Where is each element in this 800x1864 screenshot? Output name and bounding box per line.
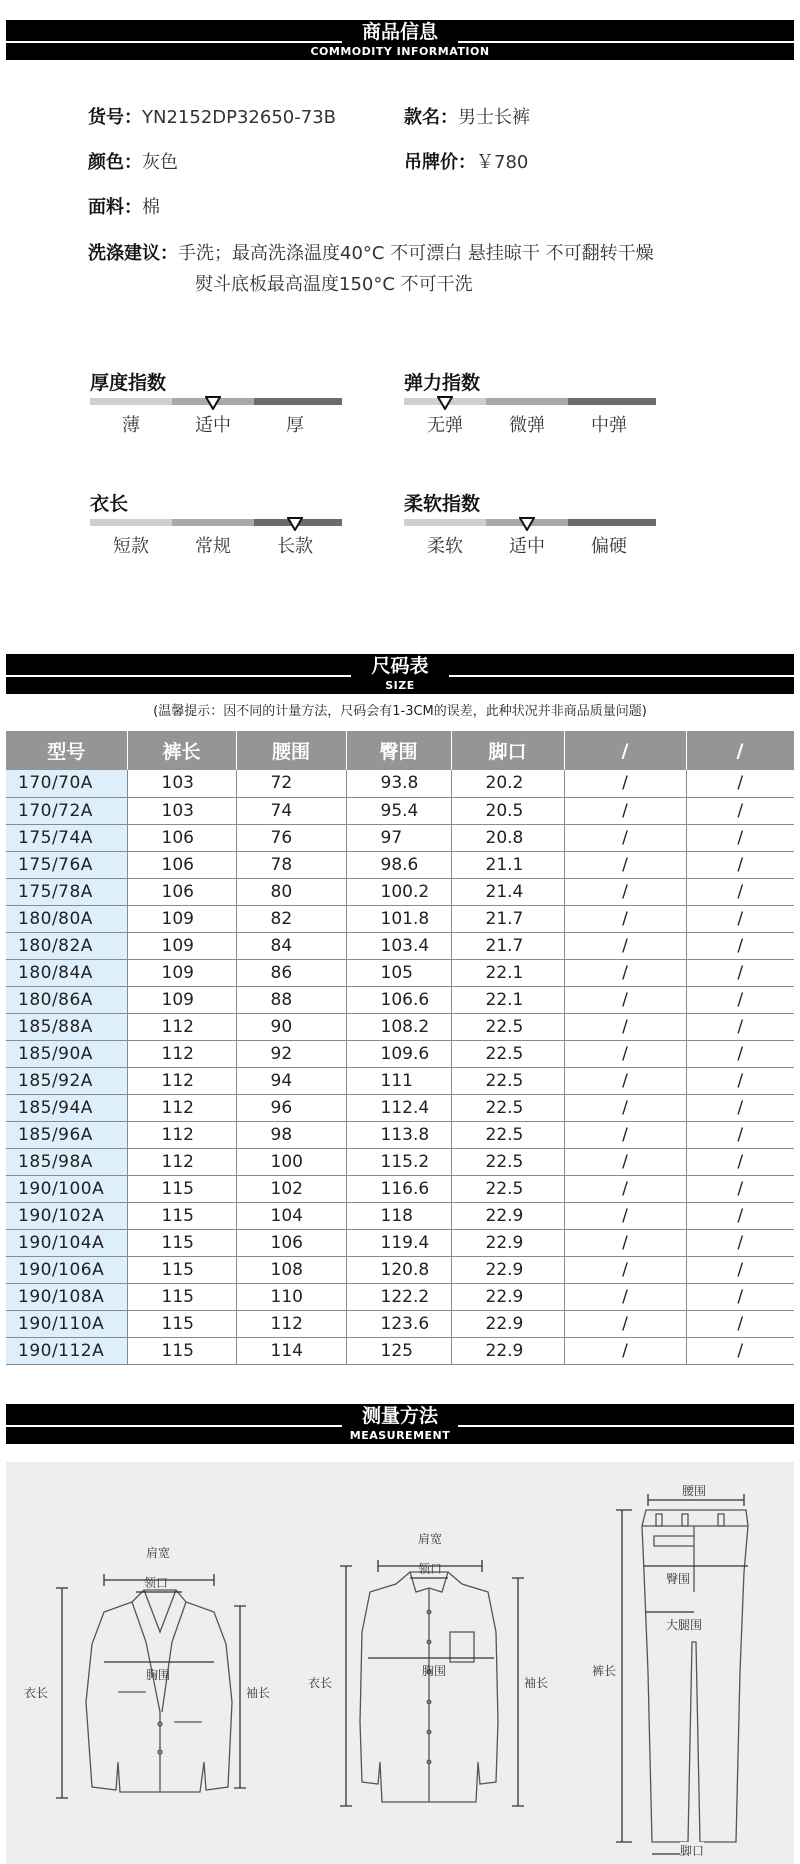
- cell-empty-1: /: [564, 959, 686, 986]
- cell-hip: 98.6: [346, 851, 451, 878]
- cell-hip: 125: [346, 1337, 451, 1364]
- cell-empty-1: /: [564, 1202, 686, 1229]
- cell-waist: 88: [236, 986, 346, 1013]
- cell-waist: 102: [236, 1175, 346, 1202]
- commodity-info-header: [6, 20, 794, 60]
- commodity-info-title: 商品信息: [361, 21, 438, 43]
- cell-waist: 112: [236, 1310, 346, 1337]
- cell-pants-length: 109: [127, 986, 236, 1013]
- cell-pants-length: 112: [127, 1013, 236, 1040]
- cell-hem: 22.9: [451, 1256, 564, 1283]
- cell-waist: 90: [236, 1013, 346, 1040]
- table-row: [6, 1094, 794, 1121]
- cell-pants-length: 112: [127, 1121, 236, 1148]
- cell-hip: 112.4: [346, 1094, 451, 1121]
- cell-empty-1: /: [564, 1229, 686, 1256]
- cell-pants-length: 112: [127, 1148, 236, 1175]
- cell-hem: 22.1: [451, 959, 564, 986]
- cell-empty-2: /: [686, 1175, 794, 1202]
- cell-hem: 22.5: [451, 1094, 564, 1121]
- cell-hip: 95.4: [346, 797, 451, 824]
- pants-length-label: 裤长: [592, 1664, 617, 1678]
- cell-pants-length: 103: [127, 770, 236, 797]
- cell-hem: 20.8: [451, 824, 564, 851]
- table-row: [6, 932, 794, 959]
- table-row: [6, 1067, 794, 1094]
- cell-pants-length: 106: [127, 851, 236, 878]
- jacket-illustration: [86, 1590, 232, 1792]
- thickness-option-thick: 厚: [286, 415, 304, 436]
- cell-model: 185/92A: [6, 1067, 127, 1094]
- cell-empty-2: /: [686, 1094, 794, 1121]
- cell-empty-2: /: [686, 1229, 794, 1256]
- cell-hem: 21.1: [451, 851, 564, 878]
- size-table-header-row: [6, 731, 794, 770]
- cell-model: 185/98A: [6, 1148, 127, 1175]
- header-empty-1: /: [564, 731, 686, 770]
- cell-hip: 100.2: [346, 878, 451, 905]
- cell-empty-2: /: [686, 797, 794, 824]
- table-row: [6, 824, 794, 851]
- cell-hem: 22.5: [451, 1148, 564, 1175]
- item-no-label: 货号：: [88, 107, 142, 128]
- elasticity-index: [404, 368, 656, 441]
- style-label: 款名：: [404, 107, 458, 128]
- cell-hip: 105: [346, 959, 451, 986]
- pants-hem-label: 脚口: [680, 1844, 705, 1858]
- cell-empty-2: /: [686, 1283, 794, 1310]
- pants-hip-label: 臀围: [666, 1572, 691, 1586]
- cell-hem: 20.5: [451, 797, 564, 824]
- cell-waist: 104: [236, 1202, 346, 1229]
- cell-hem: 22.9: [451, 1202, 564, 1229]
- cell-hip: 115.2: [346, 1148, 451, 1175]
- cell-hip: 108.2: [346, 1013, 451, 1040]
- cell-hem: 22.5: [451, 1175, 564, 1202]
- wash-line-1: 手洗；最高洗涤温度40°C 不可漂白 悬挂晾干 不可翻转干燥: [178, 243, 654, 264]
- elasticity-option-none: 无弹: [427, 415, 463, 436]
- cell-pants-length: 115: [127, 1229, 236, 1256]
- header-empty-2: /: [686, 731, 794, 770]
- color-value: 灰色: [142, 152, 178, 173]
- cell-hem: 21.4: [451, 878, 564, 905]
- price-value: ￥780: [476, 152, 529, 173]
- cell-model: 190/100A: [6, 1175, 127, 1202]
- cell-hem: 22.9: [451, 1310, 564, 1337]
- jacket-chest-label: 胸围: [146, 1668, 171, 1682]
- cell-empty-2: /: [686, 1337, 794, 1364]
- cell-empty-2: /: [686, 1121, 794, 1148]
- wash-line-2: 熨斗底板最高温度150°C 不可干洗: [195, 274, 473, 295]
- measurement-subtitle: MEASUREMENT: [349, 1429, 451, 1442]
- cell-empty-1: /: [564, 905, 686, 932]
- cell-waist: 110: [236, 1283, 346, 1310]
- thickness-option-medium: 适中: [195, 415, 231, 436]
- table-row: [6, 770, 794, 797]
- softness-index-track: [404, 519, 656, 526]
- thickness-index-label: 厚度指数: [90, 372, 167, 394]
- cell-empty-1: /: [564, 932, 686, 959]
- cell-model: 190/104A: [6, 1229, 127, 1256]
- cell-hem: 22.9: [451, 1229, 564, 1256]
- table-row: [6, 1256, 794, 1283]
- cell-waist: 74: [236, 797, 346, 824]
- cell-empty-1: /: [564, 851, 686, 878]
- cell-empty-2: /: [686, 878, 794, 905]
- cell-pants-length: 115: [127, 1310, 236, 1337]
- jacket-collar-label: 领口: [144, 1576, 169, 1590]
- cell-waist: 76: [236, 824, 346, 851]
- cell-hip: 111: [346, 1067, 451, 1094]
- cell-pants-length: 103: [127, 797, 236, 824]
- style-value: 男士长裤: [458, 107, 530, 128]
- cell-model: 180/84A: [6, 959, 127, 986]
- measurement-header: [6, 1404, 794, 1444]
- cell-hip: 120.8: [346, 1256, 451, 1283]
- cell-empty-1: /: [564, 824, 686, 851]
- cell-empty-2: /: [686, 824, 794, 851]
- cell-empty-1: /: [564, 1040, 686, 1067]
- cell-model: 190/108A: [6, 1283, 127, 1310]
- cell-empty-2: /: [686, 1310, 794, 1337]
- price-label: 吊牌价：: [404, 152, 476, 173]
- cell-pants-length: 112: [127, 1094, 236, 1121]
- pants-waist-label: 腰围: [682, 1484, 707, 1498]
- price-row: [404, 148, 528, 174]
- cell-empty-2: /: [686, 905, 794, 932]
- cell-empty-1: /: [564, 797, 686, 824]
- cell-waist: 80: [236, 878, 346, 905]
- cell-model: 190/106A: [6, 1256, 127, 1283]
- table-row: [6, 1283, 794, 1310]
- table-row: [6, 1175, 794, 1202]
- cell-pants-length: 109: [127, 905, 236, 932]
- cell-hem: 22.5: [451, 1067, 564, 1094]
- color-label: 颜色：: [88, 152, 142, 173]
- table-row: [6, 1148, 794, 1175]
- table-row: [6, 1337, 794, 1364]
- cell-hip: 116.6: [346, 1175, 451, 1202]
- length-option-long: 长款: [277, 536, 313, 557]
- cell-pants-length: 115: [127, 1175, 236, 1202]
- elasticity-index-track: [404, 398, 656, 405]
- cell-waist: 78: [236, 851, 346, 878]
- color-row: [88, 148, 178, 174]
- jacket-sleeve-label: 袖长: [246, 1686, 271, 1700]
- shirt-chest-label: 胸围: [422, 1664, 447, 1678]
- cell-model: 175/78A: [6, 878, 127, 905]
- softness-index-label: 柔软指数: [404, 493, 481, 515]
- table-row: [6, 986, 794, 1013]
- thickness-index-track: [90, 398, 342, 405]
- cell-hip: 118: [346, 1202, 451, 1229]
- wash-row: [88, 239, 654, 265]
- cell-waist: 106: [236, 1229, 346, 1256]
- wash-label: 洗涤建议：: [88, 243, 178, 264]
- cell-model: 170/70A: [6, 770, 127, 797]
- jacket-shoulder-label: 肩宽: [146, 1546, 171, 1560]
- cell-hem: 22.9: [451, 1337, 564, 1364]
- cell-waist: 84: [236, 932, 346, 959]
- cell-waist: 114: [236, 1337, 346, 1364]
- table-row: [6, 1202, 794, 1229]
- fabric-label: 面料：: [88, 197, 142, 218]
- cell-empty-1: /: [564, 1310, 686, 1337]
- cell-pants-length: 106: [127, 878, 236, 905]
- item-no-value: YN2152DP32650-73B: [142, 107, 336, 128]
- elasticity-option-medium: 中弹: [591, 415, 627, 436]
- cell-hem: 22.5: [451, 1013, 564, 1040]
- fabric-value: 棉: [142, 197, 160, 218]
- cell-hip: 122.2: [346, 1283, 451, 1310]
- size-title: 尺码表: [371, 655, 429, 677]
- thickness-index: [90, 368, 342, 441]
- cell-model: 180/86A: [6, 986, 127, 1013]
- cell-pants-length: 115: [127, 1337, 236, 1364]
- cell-waist: 108: [236, 1256, 346, 1283]
- length-index: [90, 489, 342, 562]
- cell-pants-length: 115: [127, 1202, 236, 1229]
- cell-empty-2: /: [686, 986, 794, 1013]
- table-row: [6, 1310, 794, 1337]
- cell-model: 190/110A: [6, 1310, 127, 1337]
- cell-hem: 22.5: [451, 1040, 564, 1067]
- table-row: [6, 797, 794, 824]
- jacket-length-label: 衣长: [24, 1686, 49, 1700]
- cell-pants-length: 112: [127, 1040, 236, 1067]
- cell-empty-1: /: [564, 1175, 686, 1202]
- cell-empty-1: /: [564, 878, 686, 905]
- cell-model: 190/102A: [6, 1202, 127, 1229]
- shirt-length-label: 衣长: [308, 1676, 333, 1690]
- cell-model: 185/94A: [6, 1094, 127, 1121]
- shirt-shoulder-label: 肩宽: [418, 1532, 443, 1546]
- thickness-option-thin: 薄: [122, 415, 140, 436]
- measurement-title: 测量方法: [361, 1405, 438, 1427]
- cell-hem: 22.5: [451, 1121, 564, 1148]
- cell-waist: 100: [236, 1148, 346, 1175]
- cell-empty-2: /: [686, 851, 794, 878]
- cell-pants-length: 106: [127, 824, 236, 851]
- size-subtitle: SIZE: [385, 679, 415, 692]
- cell-hip: 103.4: [346, 932, 451, 959]
- cell-empty-1: /: [564, 1283, 686, 1310]
- size-table: [6, 731, 795, 1365]
- table-row: [6, 878, 794, 905]
- shirt-collar-label: 领口: [418, 1562, 443, 1576]
- cell-empty-2: /: [686, 959, 794, 986]
- cell-empty-2: /: [686, 1256, 794, 1283]
- triangle-marker-icon: [437, 396, 453, 410]
- cell-hip: 123.6: [346, 1310, 451, 1337]
- cell-empty-2: /: [686, 932, 794, 959]
- table-row: [6, 1013, 794, 1040]
- cell-waist: 94: [236, 1067, 346, 1094]
- table-row: [6, 851, 794, 878]
- cell-model: 175/76A: [6, 851, 127, 878]
- cell-model: 185/88A: [6, 1013, 127, 1040]
- header-hip: 臀围: [346, 731, 451, 770]
- cell-hem: 22.1: [451, 986, 564, 1013]
- cell-empty-1: /: [564, 1256, 686, 1283]
- cell-model: 175/74A: [6, 824, 127, 851]
- cell-empty-1: /: [564, 1067, 686, 1094]
- triangle-marker-icon: [205, 396, 221, 410]
- pants-illustration: [642, 1510, 748, 1842]
- table-row: [6, 1229, 794, 1256]
- table-row: [6, 1040, 794, 1067]
- triangle-marker-icon: [287, 517, 303, 531]
- cell-empty-2: /: [686, 1013, 794, 1040]
- cell-waist: 92: [236, 1040, 346, 1067]
- cell-hem: 20.2: [451, 770, 564, 797]
- cell-hip: 109.6: [346, 1040, 451, 1067]
- shirt-sleeve-label: 袖长: [524, 1676, 549, 1690]
- cell-empty-1: /: [564, 770, 686, 797]
- cell-pants-length: 115: [127, 1256, 236, 1283]
- length-index-label: 衣长: [90, 493, 129, 515]
- cell-pants-length: 115: [127, 1283, 236, 1310]
- shirt-illustration: [360, 1572, 498, 1802]
- softness-option-soft: 柔软: [427, 536, 463, 557]
- length-option-short: 短款: [113, 536, 149, 557]
- length-index-track: [90, 519, 342, 526]
- cell-empty-1: /: [564, 1013, 686, 1040]
- cell-model: 180/80A: [6, 905, 127, 932]
- cell-waist: 96: [236, 1094, 346, 1121]
- commodity-info-subtitle: COMMODITY INFORMATION: [310, 45, 490, 58]
- size-header: [6, 654, 794, 694]
- cell-model: 180/82A: [6, 932, 127, 959]
- style-row: [404, 103, 530, 129]
- cell-hem: 21.7: [451, 932, 564, 959]
- cell-model: 185/90A: [6, 1040, 127, 1067]
- header-waist: 腰围: [236, 731, 346, 770]
- cell-empty-1: /: [564, 1094, 686, 1121]
- header-pants-length: 裤长: [127, 731, 236, 770]
- cell-waist: 72: [236, 770, 346, 797]
- table-row: [6, 959, 794, 986]
- measurement-panel: [6, 1462, 794, 1864]
- cell-empty-1: /: [564, 986, 686, 1013]
- cell-hip: 119.4: [346, 1229, 451, 1256]
- cell-hem: 22.9: [451, 1283, 564, 1310]
- cell-hip: 101.8: [346, 905, 451, 932]
- cell-pants-length: 112: [127, 1067, 236, 1094]
- softness-option-hard: 偏硬: [591, 536, 627, 557]
- cell-hip: 113.8: [346, 1121, 451, 1148]
- elasticity-index-label: 弹力指数: [404, 372, 481, 394]
- elasticity-option-slight: 微弹: [509, 415, 545, 436]
- softness-index: [404, 489, 656, 562]
- cell-pants-length: 109: [127, 959, 236, 986]
- cell-empty-2: /: [686, 1148, 794, 1175]
- cell-hip: 93.8: [346, 770, 451, 797]
- cell-waist: 98: [236, 1121, 346, 1148]
- table-row: [6, 905, 794, 932]
- item-no-row: [88, 103, 336, 129]
- cell-empty-1: /: [564, 1121, 686, 1148]
- length-option-regular: 常规: [195, 536, 231, 557]
- softness-option-medium: 适中: [509, 536, 545, 557]
- cell-hem: 21.7: [451, 905, 564, 932]
- cell-hip: 97: [346, 824, 451, 851]
- cell-waist: 86: [236, 959, 346, 986]
- cell-empty-2: /: [686, 1040, 794, 1067]
- cell-model: 185/96A: [6, 1121, 127, 1148]
- cell-empty-1: /: [564, 1337, 686, 1364]
- cell-empty-2: /: [686, 770, 794, 797]
- fabric-row: [88, 193, 160, 219]
- table-row: [6, 1121, 794, 1148]
- cell-empty-2: /: [686, 1202, 794, 1229]
- cell-model: 190/112A: [6, 1337, 127, 1364]
- header-hem: 脚口: [451, 731, 564, 770]
- cell-empty-2: /: [686, 1067, 794, 1094]
- header-model: 型号: [6, 731, 127, 770]
- wash-row-2: [195, 270, 473, 296]
- cell-pants-length: 109: [127, 932, 236, 959]
- pants-thigh-label: 大腿围: [666, 1618, 703, 1632]
- cell-model: 170/72A: [6, 797, 127, 824]
- triangle-marker-icon: [519, 517, 535, 531]
- measurement-diagram: [6, 1462, 794, 1864]
- cell-waist: 82: [236, 905, 346, 932]
- size-tip: (温馨提示：因不同的计量方法，尺码会有1-3CM的误差，此种状况并非商品质量问题): [153, 704, 647, 719]
- cell-hip: 106.6: [346, 986, 451, 1013]
- cell-empty-1: /: [564, 1148, 686, 1175]
